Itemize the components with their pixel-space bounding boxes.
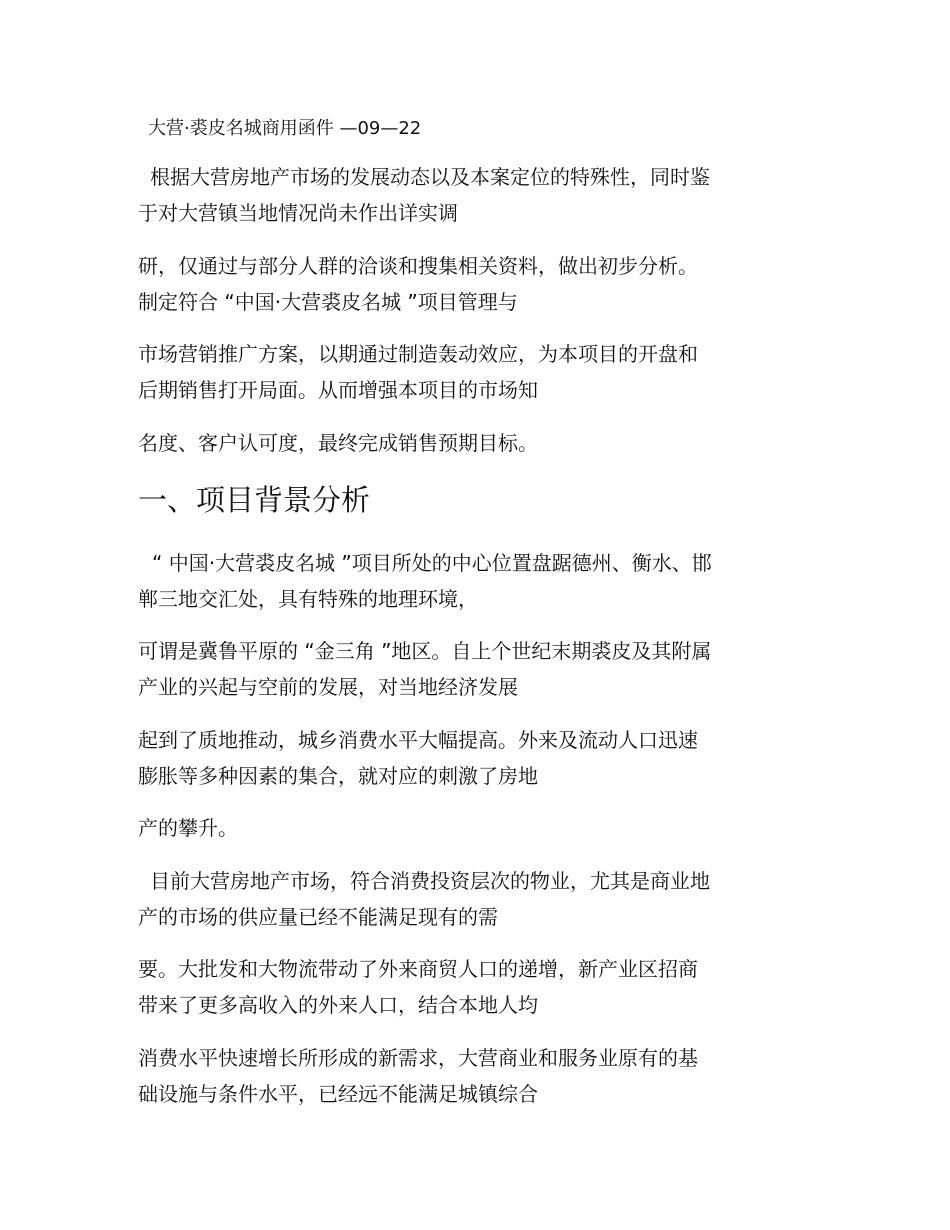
intro-line: 于对大营镇当地情况尚未作出详实调 — [138, 201, 458, 225]
section-heading: 一、项目背景分析 — [138, 483, 371, 517]
body-line: 要。大批发和大物流带动了外来商贸人口的递增，新产业区招商 — [138, 957, 698, 981]
body-line: 带来了更多高收入的外来人口，结合本地人均 — [138, 993, 538, 1017]
body-line: 目前大营房地产市场，符合消费投资层次的物业，尤其是商业地 — [150, 869, 710, 893]
body-line: 可谓是冀鲁平原的 “金三角 ”地区。自上个世纪末期裘皮及其附属 — [138, 639, 712, 663]
body-line: 起到了质地推动，城乡消费水平大幅提高。外来及流动人口迅速 — [138, 728, 698, 752]
intro-line: 根据大营房地产市场的发展动态以及本案定位的特殊性，同时鉴 — [150, 165, 710, 189]
body-line: 产业的兴起与空前的发展，对当地经济发展 — [138, 675, 518, 699]
intro-line: 后期销售打开局面。从而增强本项目的市场知 — [138, 378, 538, 402]
intro-line: 制定符合 “中国·大营裘皮名城 ”项目管理与 — [138, 290, 518, 314]
body-line: 郸三地交汇处，具有特殊的地理环境， — [138, 587, 478, 611]
body-line: 产的市场的供应量已经不能满足现有的需 — [138, 905, 498, 929]
body-line: “ 中国·大营裘皮名城 ”项目所处的中心位置盘踞德州、衡水、邯 — [152, 551, 712, 575]
body-line: 产的攀升。 — [138, 816, 238, 840]
intro-line: 研，仅通过与部分人群的洽谈和搜集相关资料，做出初步分析。 — [138, 254, 698, 278]
body-line: 础设施与条件水平，已经远不能满足城镇综合 — [138, 1082, 538, 1106]
body-line: 消费水平快速增长所形成的新需求，大营商业和服务业原有的基 — [138, 1046, 698, 1070]
body-line: 膨胀等多种因素的集合，就对应的刺激了房地 — [138, 764, 538, 788]
intro-line: 市场营销推广方案，以期通过制造轰动效应，为本项目的开盘和 — [138, 342, 698, 366]
document-header: 大营·裘皮名城商用函件 —09—22 — [148, 118, 422, 139]
intro-line: 名度、客户认可度，最终完成销售预期目标。 — [138, 431, 538, 455]
